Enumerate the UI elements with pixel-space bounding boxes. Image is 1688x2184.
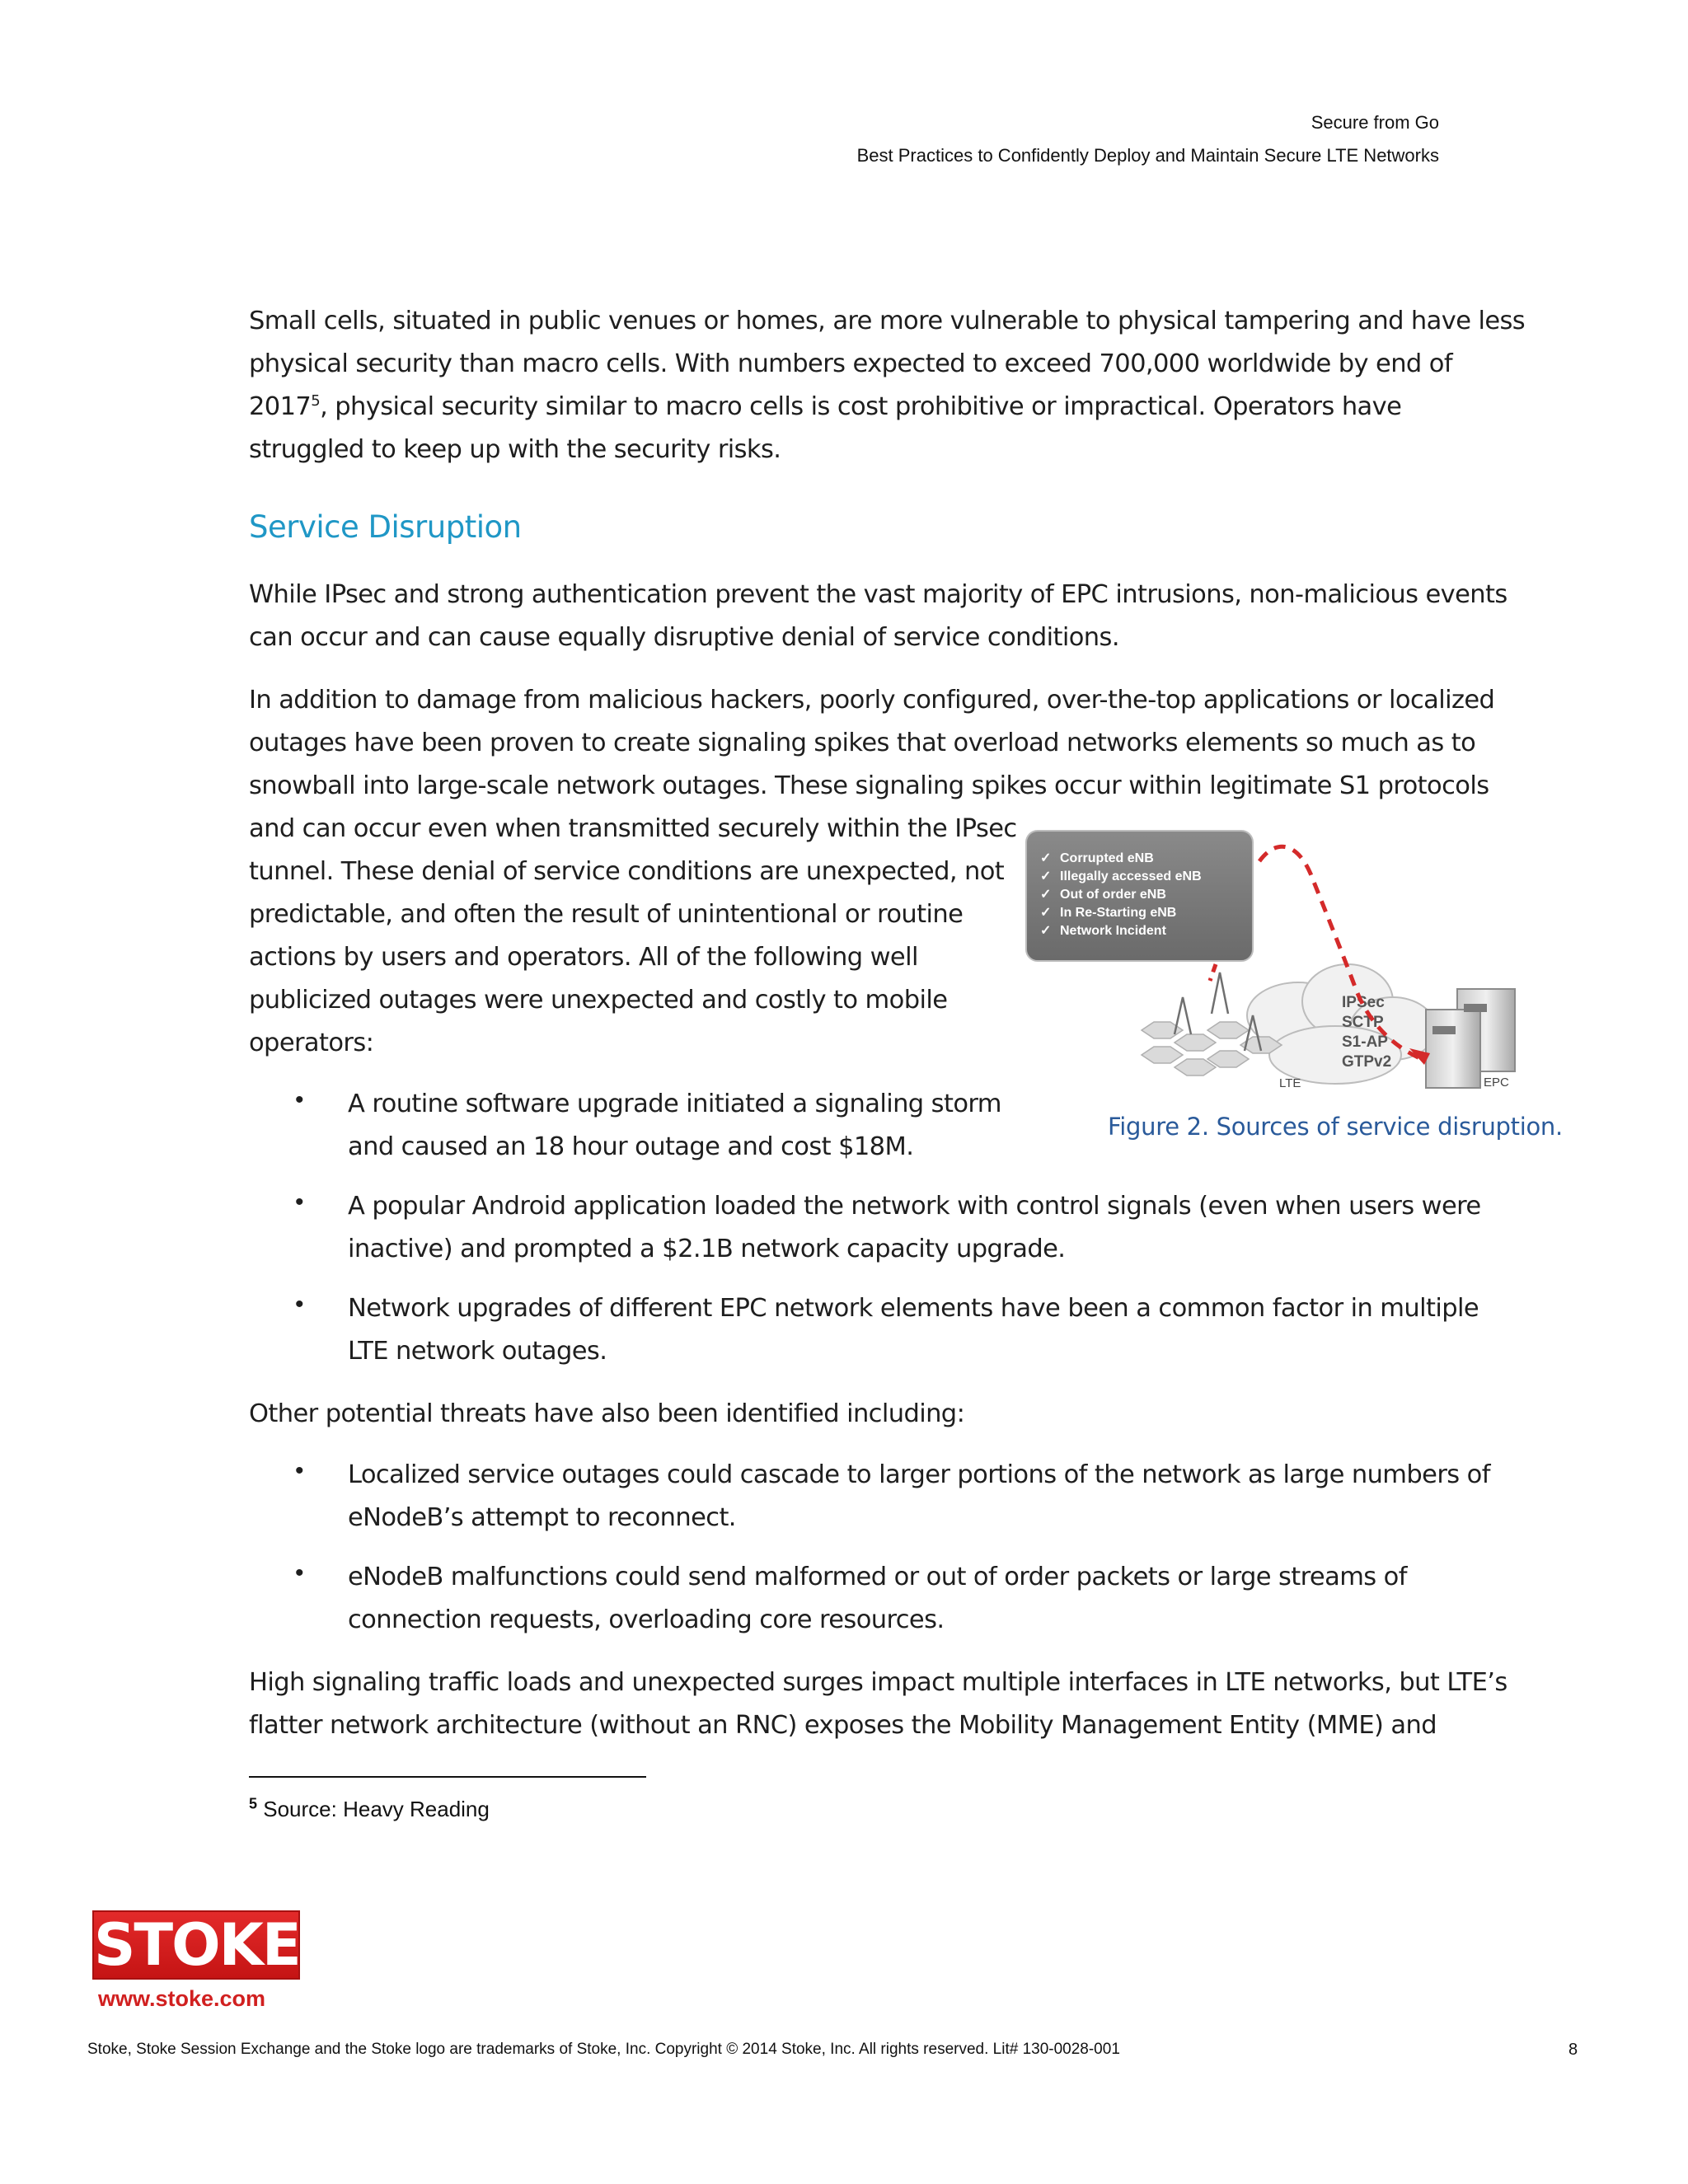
bullet-marker: • <box>295 1086 304 1113</box>
paragraph-4 <box>249 1661 1507 1747</box>
footnote-ref: 5 <box>311 391 321 410</box>
text-line: connection requests, overloading core resources. <box>348 1605 945 1634</box>
header-subtitle: Best Practices to Confidently Deploy and Maintain Secure LTE Networks <box>856 145 1439 166</box>
bullet-marker: • <box>295 1559 304 1586</box>
intro-paragraph <box>249 300 1525 471</box>
text-line: outages have been proven to create signaling spikes that overload networks elements so much as to <box>249 729 1476 757</box>
stoke-logo: STOKE <box>94 1911 300 1979</box>
paragraph-3 <box>249 1393 964 1436</box>
text-line <box>249 386 1525 429</box>
bullet-marker: • <box>295 1457 304 1484</box>
check-icon: ✓ <box>1040 869 1052 883</box>
text-line: Network upgrades of different EPC network elements have been a common factor in multiple <box>348 1294 1479 1323</box>
footnote <box>249 1797 490 1822</box>
text-line: In addition to damage from malicious hackers, poorly configured, over-the-top applications or localized <box>249 686 1495 715</box>
check-icon: ✓ <box>1040 924 1052 938</box>
footnote-number: 5 <box>249 1795 258 1812</box>
footnote-divider <box>249 1776 646 1778</box>
check-icon: ✓ <box>1040 888 1052 902</box>
bullet-marker: • <box>295 1188 304 1216</box>
check-icon: ✓ <box>1040 851 1052 865</box>
text-line: inactive) and prompted a $2.1B network capacity upgrade. <box>348 1235 1066 1263</box>
bullet-item <box>348 1185 1481 1271</box>
protocol-label: IPSec <box>1342 994 1385 1011</box>
text-line: and caused an 18 hour outage and cost $18M. <box>348 1132 914 1161</box>
epc-server-icon <box>1426 989 1515 1088</box>
service-disruption-figure <box>1022 824 1558 1096</box>
text-line: Other potential threats have also been identified including: <box>249 1399 965 1428</box>
text-line: High signaling traffic loads and unexpected surges impact multiple interfaces in LTE networks, but LTE’s <box>249 1668 1507 1697</box>
disruption-arrow-short <box>1210 964 1216 981</box>
text-line-rest: , physical security similar to macro cells is cost prohibitive or impractical. Operators have <box>320 392 1402 421</box>
protocol-label: S1-AP <box>1342 1033 1388 1051</box>
year-text: 2017 <box>249 392 312 421</box>
text-line: struggled to keep up with the security risks. <box>249 435 781 464</box>
text-line: snowball into large-scale network outages. These signaling spikes occur within legitimate S1 protocols <box>249 771 1489 800</box>
checklist-item: In Re-Starting eNB <box>1060 906 1177 920</box>
text-line: A popular Android application loaded the network with control signals (even when users were <box>348 1192 1481 1221</box>
lte-label: LTE <box>1279 1076 1301 1090</box>
text-line: Localized service outages could cascade to larger portions of the network as large numbers of <box>348 1460 1490 1489</box>
text-line: operators: <box>249 1029 374 1057</box>
epc-label: EPC <box>1484 1076 1509 1090</box>
section-heading: Service Disruption <box>249 509 522 545</box>
checklist-item: Illegally accessed eNB <box>1060 869 1202 883</box>
bullet-item <box>348 1556 1407 1642</box>
bullet-item <box>348 1083 1001 1169</box>
text-line: tunnel. These denial of service conditions are unexpected, not <box>249 857 1005 886</box>
page-number: 8 <box>1568 2041 1578 2059</box>
protocol-label: SCTP <box>1342 1014 1384 1031</box>
text-line: While IPsec and strong authentication prevent the vast majority of EPC intrusions, non-malicious events <box>249 580 1507 609</box>
text-line: publicized outages were unexpected and costly to mobile <box>249 986 948 1015</box>
text-line: and can occur even when transmitted securely within the IPsec <box>249 814 1017 843</box>
legal-notice: Stoke, Stoke Session Exchange and the Stoke logo are trademarks of Stoke, Inc. Copyright © 2014 Stoke, Inc. All rights reserved. Lit# 130-0028-001 <box>87 2041 1120 2058</box>
protocol-label: GTPv2 <box>1342 1053 1392 1071</box>
header-title: Secure from Go <box>1311 112 1439 133</box>
text-line: predictable, and often the result of unintentional or routine <box>249 900 964 929</box>
checklist-item: Out of order eNB <box>1060 888 1166 902</box>
text-line: eNodeB’s attempt to reconnect. <box>348 1503 736 1532</box>
text-line: eNodeB malfunctions could send malformed or out of order packets or large streams of <box>348 1563 1407 1591</box>
checklist-item: Corrupted eNB <box>1060 851 1154 865</box>
figure-caption: Figure 2. Sources of service disruption. <box>1108 1113 1563 1141</box>
text-line: physical security than macro cells. With numbers expected to exceed 700,000 worldwide by end of <box>249 349 1452 378</box>
company-url[interactable]: www.stoke.com <box>98 1986 266 2011</box>
text-line: Small cells, situated in public venues or homes, are more vulnerable to physical tampering and have less <box>249 307 1526 335</box>
text-line: can occur and can cause equally disruptive denial of service conditions. <box>249 623 1119 652</box>
text-line: LTE network outages. <box>348 1337 607 1366</box>
text-line: actions by users and operators. All of the following well <box>249 943 918 972</box>
footnote-text: Source: Heavy Reading <box>263 1797 490 1821</box>
bullet-marker: • <box>295 1291 304 1318</box>
bullet-item <box>348 1287 1479 1373</box>
text-line: flatter network architecture (without an RNC) exposes the Mobility Management Entity (MME) and <box>249 1711 1437 1740</box>
text-line: A routine software upgrade initiated a signaling storm <box>348 1090 1001 1118</box>
check-icon: ✓ <box>1040 906 1052 920</box>
paragraph-1 <box>249 574 1507 659</box>
bullet-item <box>348 1454 1490 1540</box>
checklist-item: Network Incident <box>1060 924 1166 938</box>
